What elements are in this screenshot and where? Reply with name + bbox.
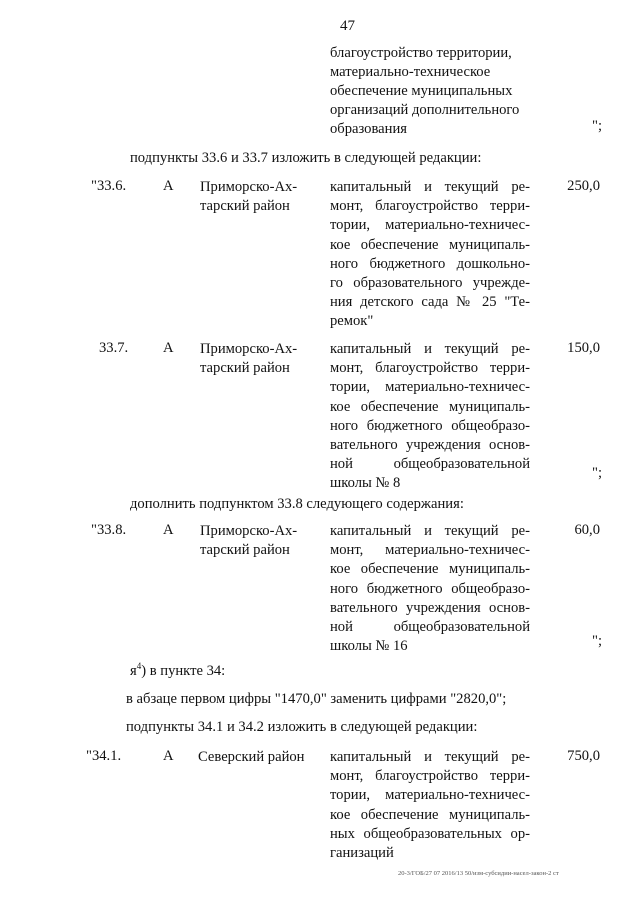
desc-line: тории, материально-техничес- bbox=[330, 217, 530, 234]
desc-line: ных общеобразовательных ор- bbox=[330, 825, 530, 842]
desc-line: кое обеспечение муниципаль- bbox=[330, 806, 530, 823]
district-line: тарский район bbox=[200, 542, 290, 558]
desc-line: капитальный и текущий ре- bbox=[330, 179, 530, 195]
row-category: А bbox=[163, 340, 174, 356]
footer-filename: 20-3/ГОБ/27 07 2016/13 50/изм-субсидии-насел-закон-2 ст bbox=[398, 870, 559, 877]
desc-line: капитальный и текущий ре- bbox=[330, 749, 530, 765]
district-line: Приморско-Ах- bbox=[200, 341, 298, 357]
row-district bbox=[200, 340, 318, 378]
instruction-4: в абзаце первом цифры "1470,0" заменить цифрами "2820,0"; bbox=[126, 691, 507, 707]
desc-line: тории, материально-техничес- bbox=[330, 787, 530, 804]
instruction-3 bbox=[130, 661, 225, 680]
row-amount: 250,0 bbox=[567, 178, 600, 194]
row-amount: 150,0 bbox=[567, 340, 600, 356]
instruction-2: дополнить подпунктом 33.8 следующего содержания: bbox=[130, 496, 464, 512]
closing-mark: "; bbox=[592, 118, 603, 134]
row-district bbox=[200, 522, 318, 560]
desc-line: монт, благоустройство терри- bbox=[330, 360, 530, 377]
continuation-line: обеспечение муниципальных bbox=[330, 83, 513, 99]
closing-mark: "; bbox=[592, 465, 603, 481]
district-line: тарский район bbox=[200, 360, 290, 376]
desc-line: кое обеспечение муниципаль- bbox=[330, 236, 530, 253]
row-amount: 750,0 bbox=[567, 748, 600, 764]
continuation-text bbox=[330, 44, 530, 139]
desc-line: монт, благоустройство терри- bbox=[330, 198, 530, 215]
desc-line: ного бюджетного общеобразо- bbox=[330, 580, 530, 597]
instruction-superscript: 4 bbox=[136, 661, 142, 671]
row-category: А bbox=[163, 178, 174, 194]
desc-line: вательного учреждения основ- bbox=[330, 599, 530, 616]
desc-line: кое обеспечение муниципаль- bbox=[330, 398, 530, 415]
desc-line: капитальный и текущий ре- bbox=[330, 341, 530, 357]
desc-line: ного бюджетного дошкольно- bbox=[330, 255, 530, 272]
desc-line: кое обеспечение муниципаль- bbox=[330, 561, 530, 578]
row-category: А bbox=[163, 522, 174, 538]
row-number: "33.6. bbox=[91, 178, 127, 194]
desc-line: монт, благоустройство терри- bbox=[330, 768, 530, 785]
instruction-1: подпункты 33.6 и 33.7 изложить в следующей редакции: bbox=[130, 150, 482, 166]
row-description bbox=[330, 178, 530, 332]
row-description bbox=[330, 748, 530, 863]
row-description bbox=[330, 340, 530, 494]
desc-line: ного бюджетного общеобразо- bbox=[330, 417, 530, 434]
row-amount: 60,0 bbox=[574, 522, 600, 538]
row-number: 33.7. bbox=[99, 340, 129, 356]
row-number: "34.1. bbox=[86, 748, 122, 764]
desc-line: ной общеобразовательной bbox=[330, 619, 530, 636]
desc-line: тории, материально-техничес- bbox=[330, 379, 530, 396]
continuation-line: организаций дополнительного bbox=[330, 102, 520, 118]
district-line: тарский район bbox=[200, 198, 290, 214]
desc-line: го образовательного учрежде- bbox=[330, 275, 530, 292]
instruction-5: подпункты 34.1 и 34.2 изложить в следующей редакции: bbox=[126, 719, 478, 735]
row-district bbox=[200, 178, 318, 216]
district-line: Северский район bbox=[198, 749, 305, 765]
continuation-line: образования bbox=[330, 121, 407, 137]
continuation-line: благоустройство территории, bbox=[330, 45, 512, 61]
desc-line: капитальный и текущий ре- bbox=[330, 523, 530, 539]
desc-line: ной общеобразовательной bbox=[330, 456, 530, 473]
continuation-line: материально-техническое bbox=[330, 64, 491, 80]
desc-line: ния детского сада № 25 "Те- bbox=[330, 294, 530, 311]
desc-line: школы № 16 bbox=[330, 638, 408, 655]
instruction-rest: ) в пункте 34: bbox=[141, 662, 226, 679]
row-district bbox=[198, 748, 328, 767]
closing-mark: "; bbox=[592, 633, 603, 649]
desc-line: школы № 8 bbox=[330, 475, 401, 492]
row-description bbox=[330, 522, 530, 656]
desc-line: ганизаций bbox=[330, 845, 394, 862]
desc-line: монт, материально-техничес- bbox=[330, 542, 530, 559]
instruction-prefix: я bbox=[130, 662, 137, 679]
district-line: Приморско-Ах- bbox=[200, 523, 298, 539]
page-number: 47 bbox=[340, 18, 355, 34]
desc-line: ремок" bbox=[330, 313, 374, 330]
district-line: Приморско-Ах- bbox=[200, 179, 298, 195]
desc-line: вательного учреждения основ- bbox=[330, 437, 530, 454]
row-number: "33.8. bbox=[91, 522, 127, 538]
row-category: А bbox=[163, 748, 174, 764]
